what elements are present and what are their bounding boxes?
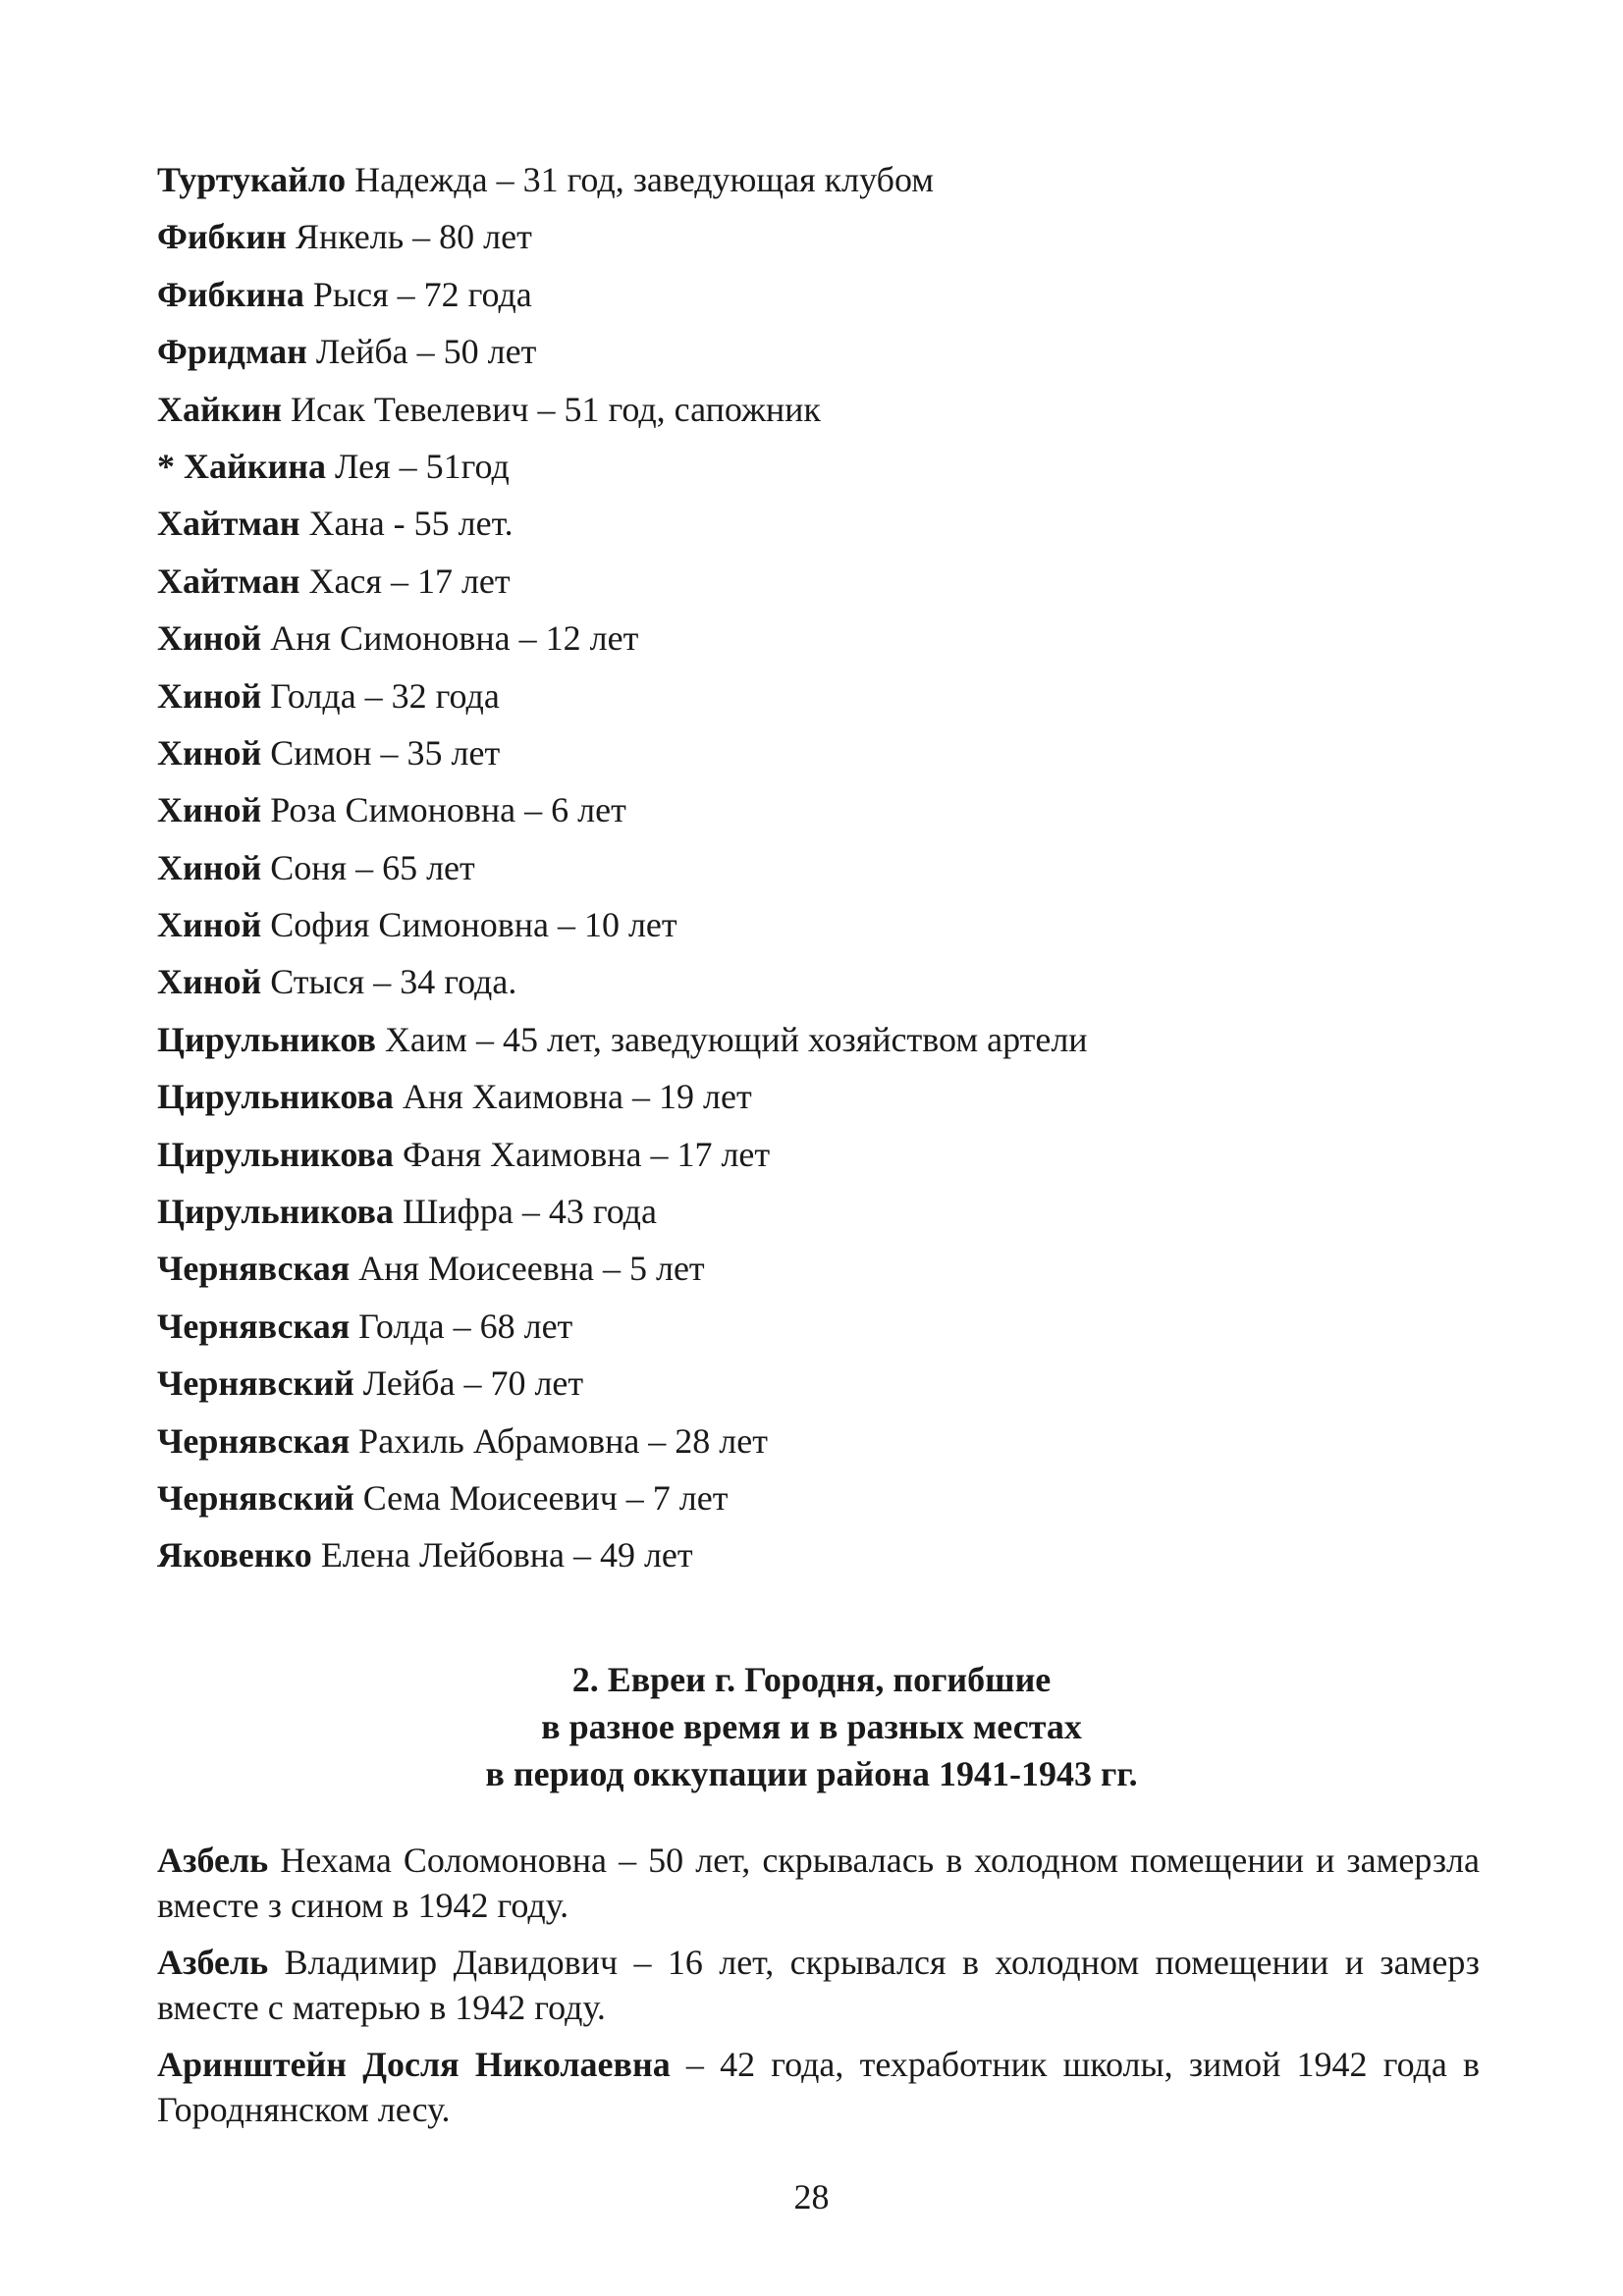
list-item: [157, 785, 1483, 842]
surname: Хиной: [157, 618, 262, 659]
list-item: [157, 728, 1483, 785]
list-item: [157, 155, 1483, 212]
list-item: [157, 900, 1483, 957]
person-details: Хася – 17 лет: [308, 561, 511, 601]
list-item: [157, 1416, 1483, 1473]
entry-name: Аринштейн Досля Николаевна: [157, 2045, 671, 2084]
list-item: [157, 1302, 1483, 1359]
surname: Цирульникова: [157, 1077, 394, 1117]
list-item: [157, 614, 1483, 670]
person-details: Хаим – 45 лет, заведующий хозяйством артели: [384, 1019, 1088, 1059]
person-details: Лейба – 70 лет: [362, 1363, 584, 1404]
surname: Чернявский: [157, 1363, 354, 1404]
person-details: Рахиль Абрамовна – 28 лет: [358, 1420, 768, 1461]
person-details: Фаня Хаимовна – 17 лет: [402, 1134, 771, 1174]
surname: Туртукайло: [157, 160, 347, 199]
person-details: Симон – 35 лет: [270, 732, 501, 773]
surname: Чернявская: [157, 1306, 351, 1346]
person-details: Голда – 68 лет: [358, 1306, 573, 1346]
entry-paragraph: [157, 1940, 1480, 2030]
person-details: Аня Моисеевна – 5 лет: [358, 1249, 705, 1289]
victims-list: [157, 155, 1483, 1588]
surname: Яковенко: [157, 1535, 312, 1575]
list-item: [157, 1187, 1483, 1244]
list-item: [157, 270, 1483, 327]
person-details: Елена Лейбовна – 49 лет: [320, 1535, 693, 1575]
list-item: [157, 442, 1483, 499]
person-details: Надежда – 31 год, заведующая клубом: [354, 160, 935, 199]
page-number: 28: [793, 2177, 830, 2216]
surname: Фибкина: [157, 274, 304, 314]
surname: Хиной: [157, 847, 262, 887]
surname: Хайтман: [157, 504, 300, 544]
person-details: Сема Моисеевич – 7 лет: [362, 1477, 729, 1518]
section-heading-line: 2. Евреи г. Городня, погибшие: [571, 1660, 1052, 1699]
entry-name: Азбель: [157, 1943, 269, 1982]
surname: Цирульникова: [157, 1192, 394, 1232]
surname: Чернявская: [157, 1420, 351, 1461]
person-details: Лейба – 50 лет: [315, 332, 537, 372]
entry-details: Нехама Соломоновна – 50 лет, скрывалась в холодном помещении и замерзла вместе з сином в 1942 году.: [157, 1841, 1480, 1925]
list-item: [157, 843, 1483, 900]
person-details: Стыся – 34 года.: [270, 962, 517, 1002]
person-details: Рыся – 72 года: [312, 274, 532, 314]
person-details: Аня Хаимовна – 19 лет: [402, 1077, 752, 1117]
list-item: [157, 671, 1483, 728]
list-item: [157, 1244, 1483, 1301]
surname: Хиной: [157, 790, 262, 830]
surname: Чернявская: [157, 1249, 351, 1289]
entry-name: Азбель: [157, 1841, 269, 1880]
section-heading: [157, 1656, 1466, 1797]
surname: Цирульников: [157, 1019, 376, 1059]
surname: Чернявский: [157, 1477, 354, 1518]
list-item: [157, 1359, 1483, 1415]
person-details: София Симоновна – 10 лет: [270, 905, 677, 945]
entry-details: Владимир Давидович – 16 лет, скрывался в холодном помещении и замерз вместе с матерью в 1942 году.: [157, 1943, 1480, 2027]
person-details: Аня Симоновна – 12 лет: [270, 618, 639, 659]
section-heading-line: в период оккупации района 1941-1943 гг.: [485, 1754, 1138, 1793]
list-item: [157, 957, 1483, 1014]
surname: Хиной: [157, 732, 262, 773]
surname: Хиной: [157, 962, 262, 1002]
list-item: [157, 212, 1483, 269]
person-details: Голда – 32 года: [270, 675, 500, 716]
list-item: [157, 327, 1483, 384]
list-item: [157, 1473, 1483, 1530]
surname: Фибкин: [157, 217, 287, 257]
surname: * Хайкина: [157, 446, 326, 486]
person-details: Роза Симоновна – 6 лет: [270, 790, 626, 830]
person-details: Лея – 51год: [334, 446, 510, 486]
entry-paragraph: [157, 1838, 1480, 1928]
list-item: [157, 557, 1483, 614]
list-item: [157, 499, 1483, 556]
list-item: [157, 1072, 1483, 1129]
person-details: Исак Тевелевич – 51 год, сапожник: [290, 389, 821, 429]
list-item: [157, 1530, 1483, 1587]
section-entries: [157, 1838, 1480, 2144]
entry-details: – 42 года, техработник школы, зимой 1942 года в Городнянском лесу.: [157, 2045, 1481, 2129]
surname: Цирульникова: [157, 1134, 394, 1174]
list-item: [157, 1015, 1483, 1072]
surname: Фридман: [157, 332, 307, 372]
person-details: Хана - 55 лет.: [308, 504, 514, 544]
surname: Хиной: [157, 675, 262, 716]
person-details: Янкель – 80 лет: [295, 217, 532, 257]
surname: Хайкин: [157, 389, 282, 429]
entry-paragraph: [157, 2042, 1480, 2132]
surname: Хиной: [157, 905, 262, 945]
section-heading-line: в разное время и в разных местах: [541, 1707, 1082, 1746]
list-item: [157, 385, 1483, 442]
list-item: [157, 1130, 1483, 1187]
person-details: Шифра – 43 года: [402, 1192, 657, 1232]
surname: Хайтман: [157, 561, 300, 601]
person-details: Соня – 65 лет: [270, 847, 475, 887]
